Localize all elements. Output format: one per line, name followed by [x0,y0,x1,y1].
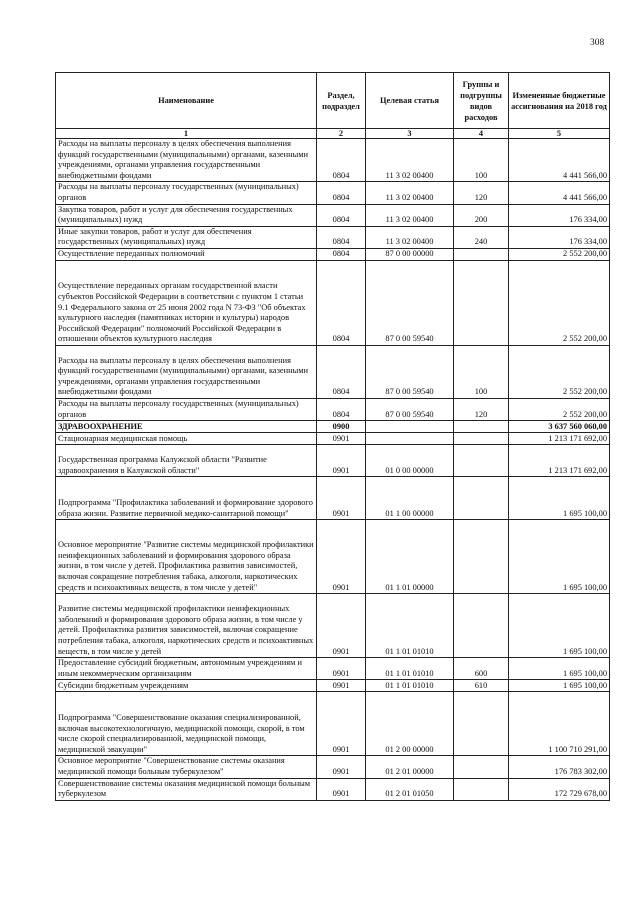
row-group-cell: 200 [454,204,509,226]
row-section-cell: 0901 [317,445,366,477]
row-name-cell: Расходы на выплаты персоналу государственных (муниципальных) органов [56,182,317,204]
row-amount-cell: 4 441 566,00 [509,139,610,182]
row-article-cell: 01 1 01 01010 [366,594,454,658]
row-article-cell: 01 2 01 00000 [366,756,454,778]
row-name-cell: Основное мероприятие "Развитие системы медицинской профилактики неинфекционных заболеваний и формирования здорового образа жизни, в том числе у детей. Профилактика развития зависимостей, включая сокращение потребления табака, алкоголя, наркотических средств и психоактивных веществ, в том числе у детей" [56,520,317,594]
row-section-cell: 0901 [317,477,366,520]
row-amount-cell: 1 213 171 692,00 [509,433,610,445]
row-section-cell: 0804 [317,226,366,248]
budget-table [55,72,610,801]
row-section-cell: 0804 [317,260,366,345]
row-group-cell: 100 [454,345,509,398]
table-row [56,260,610,345]
row-article-cell: 01 1 00 00000 [366,477,454,520]
row-group-cell [454,594,509,658]
row-name-cell: ЗДРАВООХРАНЕНИЕ [56,421,317,433]
row-amount-cell: 172 729 678,00 [509,778,610,800]
row-amount-cell: 1 213 171 692,00 [509,445,610,477]
row-section-cell: 0901 [317,692,366,756]
row-section-cell: 0901 [317,658,366,680]
row-name-cell: Подпрограмма "Профилактика заболеваний и формирование здорового образа жизни. Развитие первичной медико-санитарной помощи" [56,477,317,520]
header-section: Раздел, подраздел [317,73,366,129]
row-name-cell: Подпрограмма "Совершенствование оказания специализированной, включая высокотехнологичную, медицинской помощи, скорой, в том числе скорой специализированной, медицинской помощи, медицинской эвакуации" [56,692,317,756]
row-amount-cell: 176 334,00 [509,204,610,226]
page-number: 308 [590,38,605,48]
row-section-cell: 0901 [317,433,366,445]
row-amount-cell: 2 552 200,00 [509,345,610,398]
row-group-cell [454,421,509,433]
row-section-cell: 0900 [317,421,366,433]
table-row [56,345,610,398]
row-group-cell: 100 [454,139,509,182]
row-name-cell: Закупка товаров, работ и услуг для обеспечения государственных (муниципальных) нужд [56,204,317,226]
row-group-cell: 120 [454,398,509,420]
row-name-cell: Предоставление субсидий бюджетным, автономным учреждениям и иным некоммерческим организациям [56,658,317,680]
table-row [56,477,610,520]
row-amount-cell: 2 552 200,00 [509,260,610,345]
row-amount-cell: 2 552 200,00 [509,398,610,420]
table-row [56,445,610,477]
column-number: 5 [509,129,610,139]
row-article-cell: 11 3 02 00400 [366,182,454,204]
column-number: 4 [454,129,509,139]
row-article-cell: 11 3 02 00400 [366,226,454,248]
table-row [56,398,610,420]
header-amount: Измененные бюджетные ассигнования на 2018 год [509,73,610,129]
row-article-cell: 11 3 02 00400 [366,204,454,226]
row-article-cell [366,421,454,433]
row-article-cell: 87 0 00 59540 [366,398,454,420]
table-row [56,658,610,680]
row-section-cell: 0804 [317,398,366,420]
row-article-cell [366,433,454,445]
column-number: 3 [366,129,454,139]
table-row [56,182,610,204]
row-name-cell: Субсидии бюджетным учреждениям [56,680,317,692]
row-section-cell: 0804 [317,139,366,182]
row-amount-cell: 1 100 710 291,00 [509,692,610,756]
row-amount-cell: 1 695 100,00 [509,520,610,594]
row-name-cell: Основное мероприятие "Совершенствование системы оказания медицинской помощи больным туберкулезом" [56,756,317,778]
row-amount-cell: 176 334,00 [509,226,610,248]
row-section-cell: 0804 [317,345,366,398]
row-section-cell: 0901 [317,520,366,594]
row-group-cell [454,433,509,445]
row-amount-cell: 4 441 566,00 [509,182,610,204]
row-article-cell: 01 2 00 00000 [366,692,454,756]
row-group-cell [454,778,509,800]
row-amount-cell: 1 695 100,00 [509,477,610,520]
row-group-cell [454,477,509,520]
row-name-cell: Государственная программа Калужской области "Развитие здравоохранения в Калужской области" [56,445,317,477]
table-row [56,226,610,248]
row-group-cell [454,445,509,477]
row-section-cell: 0804 [317,204,366,226]
row-name-cell: Расходы на выплаты персоналу государственных (муниципальных) органов [56,398,317,420]
header-article: Целевая статья [366,73,454,129]
row-group-cell: 120 [454,182,509,204]
row-article-cell: 87 0 00 59540 [366,345,454,398]
row-name-cell: Осуществление переданных полномочий [56,248,317,260]
table-row [56,680,610,692]
row-article-cell: 87 0 00 59540 [366,260,454,345]
row-section-cell: 0901 [317,778,366,800]
row-section-cell: 0804 [317,182,366,204]
header-group: Группы и подгруппы видов расходов [454,73,509,129]
table-row [56,692,610,756]
row-amount-cell: 2 552 200,00 [509,248,610,260]
row-article-cell: 01 2 01 01050 [366,778,454,800]
table-row [56,139,610,182]
row-name-cell: Совершенствование системы оказания медицинской помощи больным туберкулезом [56,778,317,800]
row-group-cell: 600 [454,658,509,680]
row-amount-cell: 3 637 560 060,00 [509,421,610,433]
table-row [56,778,610,800]
row-name-cell: Стационарная медицинская помощь [56,433,317,445]
row-section-cell: 0901 [317,680,366,692]
table-row [56,520,610,594]
row-name-cell: Осуществление переданных органам государственной власти субъектов Российской Федерации в соответствии с пунктом 1 статьи 9.1 Федерального закона от 25 июня 2002 года N 73-ФЗ "Об объектах культурного наследия (памятниках истории и культуры) народов Российской Федерации" полномочий Российской Федерации в отношении объектов культурного наследия [56,260,317,345]
row-article-cell: 87 0 00 00000 [366,248,454,260]
row-group-cell [454,248,509,260]
table-row [56,433,610,445]
row-group-cell [454,260,509,345]
row-amount-cell: 176 783 302,00 [509,756,610,778]
row-article-cell: 01 0 00 00000 [366,445,454,477]
table-row [56,756,610,778]
row-group-cell [454,692,509,756]
column-number: 1 [56,129,317,139]
row-group-cell: 610 [454,680,509,692]
header-name: Наименование [56,73,317,129]
row-article-cell: 01 1 01 00000 [366,520,454,594]
column-number-row [56,129,610,139]
row-article-cell: 11 3 02 00400 [366,139,454,182]
row-section-cell: 0804 [317,248,366,260]
column-number: 2 [317,129,366,139]
table-row [56,421,610,433]
table-row [56,204,610,226]
table-row [56,248,610,260]
row-group-cell [454,520,509,594]
row-name-cell: Развитие системы медицинской профилактики неинфекционных заболеваний и формирования здорового образа жизни, в том числе у детей. Профилактика развития зависимостей, включая сокращение потребления табака, алкоголя, наркотических средств и психоактивных веществ, в том числе у детей [56,594,317,658]
row-amount-cell: 1 695 100,00 [509,680,610,692]
row-group-cell [454,756,509,778]
row-section-cell: 0901 [317,756,366,778]
row-section-cell: 0901 [317,594,366,658]
row-name-cell: Расходы на выплаты персоналу в целях обеспечения выполнения функций государственными (муниципальными) органами, казенными учреждениями, органами управления государственными внебюджетными фондами [56,345,317,398]
row-amount-cell: 1 695 100,00 [509,658,610,680]
table-body [56,139,610,801]
row-amount-cell: 1 695 100,00 [509,594,610,658]
table-row [56,594,610,658]
row-name-cell: Расходы на выплаты персоналу в целях обеспечения выполнения функций государственными (муниципальными) органами, казенными учреждениями, органами управления государственными внебюджетными фондами [56,139,317,182]
row-article-cell: 01 1 01 01010 [366,680,454,692]
row-group-cell: 240 [454,226,509,248]
row-name-cell: Иные закупки товаров, работ и услуг для обеспечения государственных (муниципальных) нужд [56,226,317,248]
header-row [56,73,610,129]
row-article-cell: 01 1 01 01010 [366,658,454,680]
